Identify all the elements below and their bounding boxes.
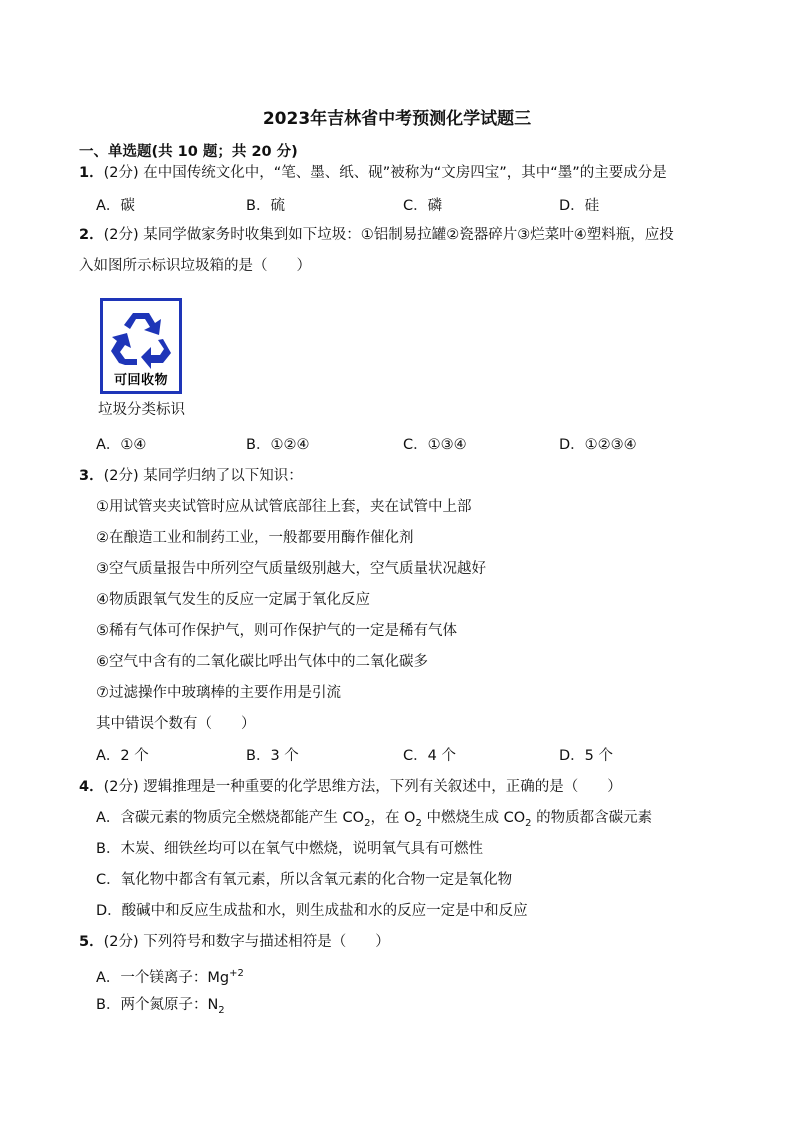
page-title: 2023年吉林省中考预测化学试题三 (262, 109, 532, 129)
option-a (96, 808, 652, 834)
option-d: D．酸碱中和反应生成盐和水，则生成盐和水的反应一定是中和反应 (96, 903, 528, 919)
knowledge-item: ②在酿造工业和制药工业，一般都要用酶作催化剂 (96, 530, 414, 546)
question-2 (79, 225, 674, 245)
subscript: 2 (525, 817, 532, 829)
option-d: D．5 个 (559, 748, 613, 764)
option-text: 的物质都含碳元素 (531, 810, 653, 826)
subscript: 2 (364, 817, 371, 829)
option-text: A．一个镁离子：Mg (96, 969, 230, 986)
option-c: C．①③④ (403, 437, 467, 453)
question-text: (2分) 在中国传统文化中，“笔、墨、纸、砚”被称为“文房四宝”，其中“墨”的主要成分是 (103, 165, 667, 181)
option-c: C．磷 (403, 198, 443, 214)
option-a: A．①④ (96, 437, 147, 453)
option-a: A．2 个 (96, 748, 149, 764)
question-number: 2． (79, 227, 104, 243)
section-heading: 一、单选题(共 10 题；共 20 分) (79, 144, 298, 160)
knowledge-item: ⑦过滤操作中玻璃棒的主要作用是引流 (96, 685, 341, 701)
knowledge-item: ①用试管夹夹试管时应从试管底部往上套，夹在试管中上部 (96, 499, 472, 515)
knowledge-item: ⑤稀有气体可作保护气，则可作保护气的一定是稀有气体 (96, 623, 457, 639)
option-b: B．木炭、细铁丝均可以在氧气中燃烧，说明氧气具有可燃性 (96, 841, 483, 857)
question-3 (79, 466, 303, 486)
question-text: (2分) 某同学归纳了以下知识： (103, 468, 303, 484)
option-b: B．①②④ (246, 437, 310, 453)
question-text: (2分) 逻辑推理是一种重要的化学思维方法，下列有关叙述中，正确的是（ ） (103, 779, 622, 795)
option-d: D．硅 (559, 198, 600, 214)
option-text: ，在 O (370, 810, 416, 826)
option-b (96, 995, 225, 1021)
question-text: (2分) 下列符号和数字与描述相符是（ ） (103, 934, 390, 950)
option-b: B．3 个 (246, 748, 299, 764)
question-prompt: 其中错误个数有（ ） (96, 716, 256, 732)
option-text: B．两个氮原子：N (96, 997, 219, 1013)
option-b: B．硫 (246, 198, 285, 214)
option-a (96, 964, 244, 988)
knowledge-item: ⑥空气中含有的二氧化碳比呼出气体中的二氧化碳多 (96, 654, 428, 670)
recyclable-label: 可回收物 (113, 373, 168, 388)
question-1 (79, 163, 667, 183)
question-number: 1． (79, 165, 104, 181)
option-a: A．碳 (96, 198, 135, 214)
question-4 (79, 777, 622, 797)
recycle-icon (103, 303, 179, 369)
superscript: +2 (229, 968, 244, 979)
subscript: 2 (218, 1004, 225, 1016)
question-5 (79, 932, 390, 952)
option-c: C．4 个 (403, 748, 456, 764)
question-number: 3． (79, 468, 104, 484)
option-text: A．含碳元素的物质完全燃烧都能产生 CO (96, 810, 365, 826)
question-number: 5． (79, 934, 104, 950)
subscript: 2 (415, 817, 422, 829)
knowledge-item: ④物质跟氧气发生的反应一定属于氧化反应 (96, 592, 370, 608)
option-d: D．①②③④ (559, 437, 637, 453)
option-c: C．氧化物中都含有氧元素，所以含氧元素的化合物一定是氧化物 (96, 872, 513, 888)
option-text: 中燃烧生成 CO (421, 810, 526, 826)
figure-caption: 垃圾分类标识 (98, 402, 185, 418)
question-2-continued: 入如图所示标识垃圾箱的是（ ） (79, 258, 311, 274)
recyclable-sign (100, 298, 182, 394)
question-number: 4． (79, 779, 104, 795)
knowledge-item: ③空气质量报告中所列空气质量级别越大，空气质量状况越好 (96, 561, 486, 577)
question-text: (2分) 某同学做家务时收集到如下垃圾：①铝制易拉罐②瓷器碎片③烂菜叶④塑料瓶，应投 (103, 227, 674, 243)
